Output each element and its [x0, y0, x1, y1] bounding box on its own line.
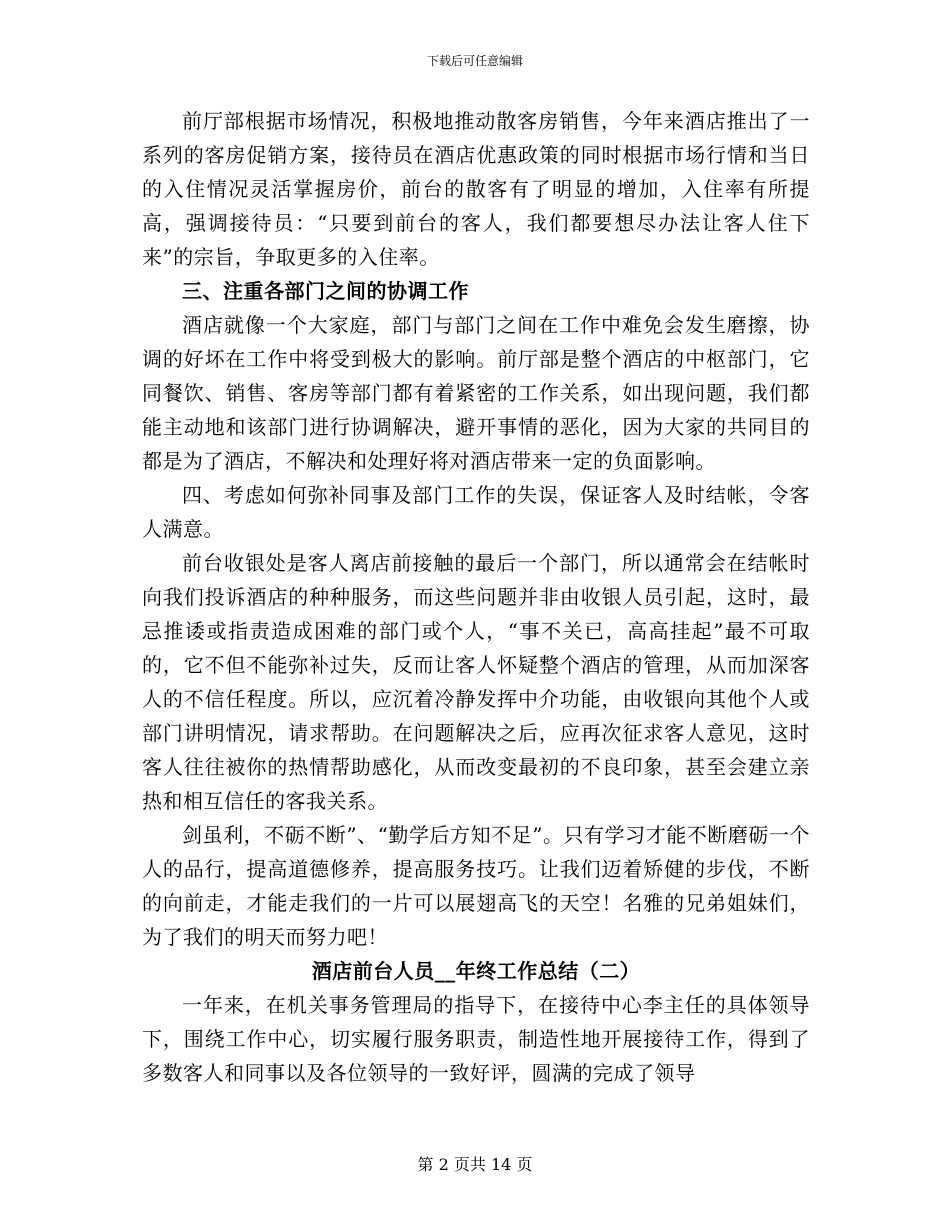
- paragraph-year-review: 一年来，在机关事务管理局的指导下，在接待中心李主任的具体领导下，围绕工作中心，切实履行服务职责，制造性地开展接待工作，得到了多数客人和同事以及各位领导的一致好评，圆满的完成了领导: [142, 993, 810, 1085]
- page-header-note: 下载后可任意编辑: [426, 54, 523, 68]
- document-body: [142, 104, 810, 1090]
- section-title-summary-two: 酒店前台人员__年终工作总结（二）: [311, 959, 641, 983]
- paragraph-front-office-sales: 前厅部根据市场情况，积极地推动散客房销售，今年来酒店推出了一系列的客房促销方案，接待员在酒店优惠政策的同时根据市场行情和当日的入住情况灵活掌握房价，前台的散客有了明显的增加，入住率有所提高，强调接待员：“只要到前台的客人，我们都要想尽办法让客人住下来”的宗旨，争取更多的入住率。: [142, 109, 810, 269]
- paragraph-section-four: 四、考虑如何弥补同事及部门工作的失误，保证客人及时结帐，令客人满意。: [142, 483, 810, 541]
- section-heading-coordination: 三、注重各部门之间的协调工作: [182, 279, 469, 303]
- paragraph-department-coordination: 酒店就像一个大家庭，部门与部门之间在工作中难免会发生磨擦，协调的好坏在工作中将受到极大的影响。前厅部是整个酒店的中枢部门，它同餐饮、销售、客房等部门都有着紧密的工作关系，如出现问题，我们都能主动地和该部门进行协调解决，避开事情的恶化，因为大家的共同目的都是为了酒店，不解决和处理好将对酒店带来一定的负面影响。: [142, 313, 810, 473]
- paragraph-learning: 剑虽利，不砺不断”、“勤学后方知不足”。只有学习才能不断磨砺一个人的品行，提高道德修养，提高服务技巧。让我们迈着矫健的步伐，不断的向前走，才能走我们的一片可以展翅高飞的天空！名雅的兄弟姐妹们，为了我们的明天而努力吧！: [142, 823, 810, 949]
- paragraph-cashier-complaints: 前台收银处是客人离店前接触的最后一个部门，所以通常会在结帐时向我们投诉酒店的种种服务，而这些问题并非由收银人员引起，这时，最忌推诿或指责造成困难的部门或个人，“事不关已，高高挂起”最不可取的，它不但不能弥补过失，反而让客人怀疑整个酒店的管理，从而加深客人的不信任程度。所以，应沉着冷静发挥中介功能，由收银向其他个人或部门讲明情况，请求帮助。在问题解决之后，应再次征求客人意见，这时客人往往被你的热情帮助感化，从而改变最初的不良印象，甚至会建立亲热和相互信任的客我关系。: [142, 551, 810, 813]
- page-number: 第 2 页共 14 页: [417, 1155, 533, 1174]
